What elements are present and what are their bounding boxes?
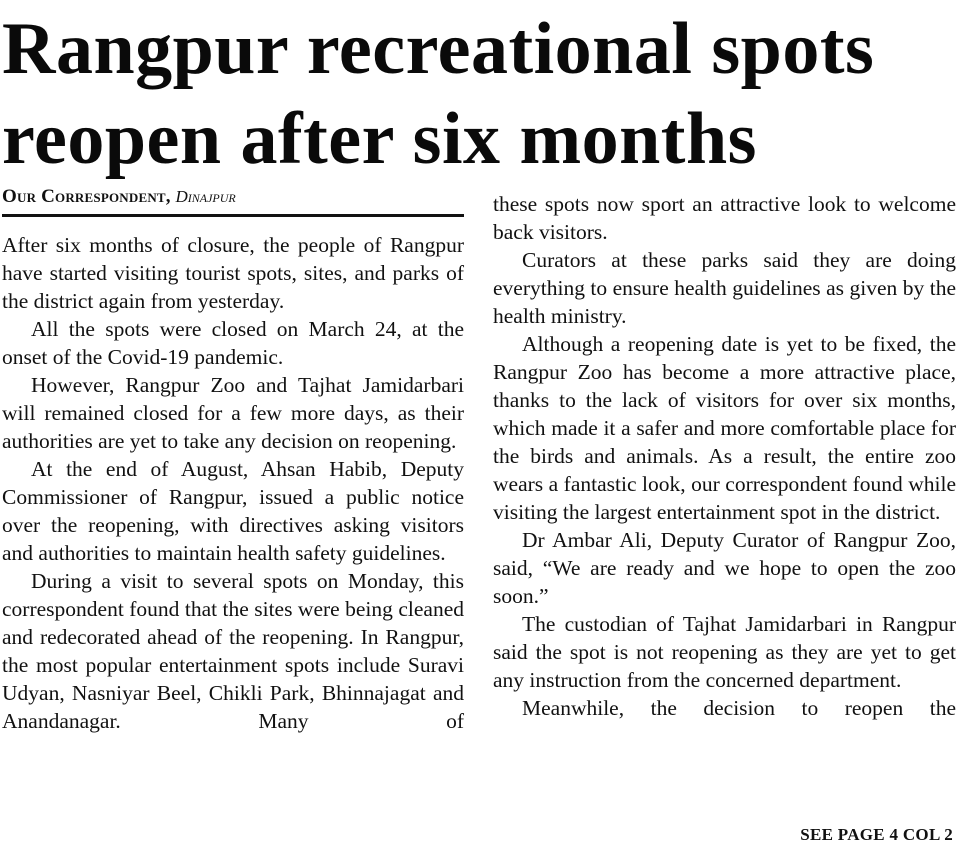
article-paragraph: Meanwhile, the decision to reopen the [522, 696, 956, 720]
article-paragraph: At the end of August, Ahsan Habib, Deputy Commissioner of Rangpur, issued a public notice over the reopening, with directives asking visitors and authorities to maintain health safety guidelines. [2, 457, 464, 565]
article-paragraph: However, Rangpur Zoo and Tajhat Jamidarbari will remained closed for a few more days, as their authorities are yet to take any decision on reopening. [2, 373, 464, 453]
byline [2, 184, 464, 217]
article-paragraph: Dr Ambar Ali, Deputy Curator of Rangpur Zoo, said, “We are ready and we hope to open the zoo soon.” [493, 528, 956, 608]
article-paragraph: During a visit to several spots on Monday, this correspondent found that the sites were being cleaned and redecorated ahead of the reopening. In Rangpur, the most popular entertainment spots include Suravi Udyan, Nasniyar Beel, Chikli Park, Bhinnajagat and Anandanagar. Many of [2, 569, 464, 733]
continuation-note: SEE PAGE 4 COL 2 [800, 825, 953, 844]
article-paragraph: Although a reopening date is yet to be fixed, the Rangpur Zoo has become a more attractive place, thanks to the lack of visitors for over six months, which made it a safer and more comfortable place for the birds and animals. As a result, the entire zoo wears a fantastic look, our correspondent found while visiting the largest entertainment spot in the district. [493, 332, 956, 524]
article-paragraph: After six months of closure, the people of Rangpur have started visiting tourist spots, sites, and parks of the district again from yesterday. [2, 233, 464, 313]
article-paragraph: Curators at these parks said they are doing everything to ensure health guidelines as given by the health ministry. [493, 248, 956, 328]
article-column-right [493, 190, 956, 722]
byline-author: Our Correspondent, [2, 186, 171, 207]
headline: Rangpur recreational spots reopen after six months [2, 8, 875, 180]
article-paragraph: The custodian of Tajhat Jamidarbari in Rangpur said the spot is not reopening as they are yet to get any instruction from the concerned department. [493, 612, 956, 692]
article-column-left [2, 231, 464, 735]
byline-location: Dinajpur [175, 187, 236, 206]
article-paragraph: All the spots were closed on March 24, at the onset of the Covid-19 pandemic. [2, 317, 464, 369]
article-paragraph: these spots now sport an attractive look to welcome back visitors. [493, 192, 956, 244]
